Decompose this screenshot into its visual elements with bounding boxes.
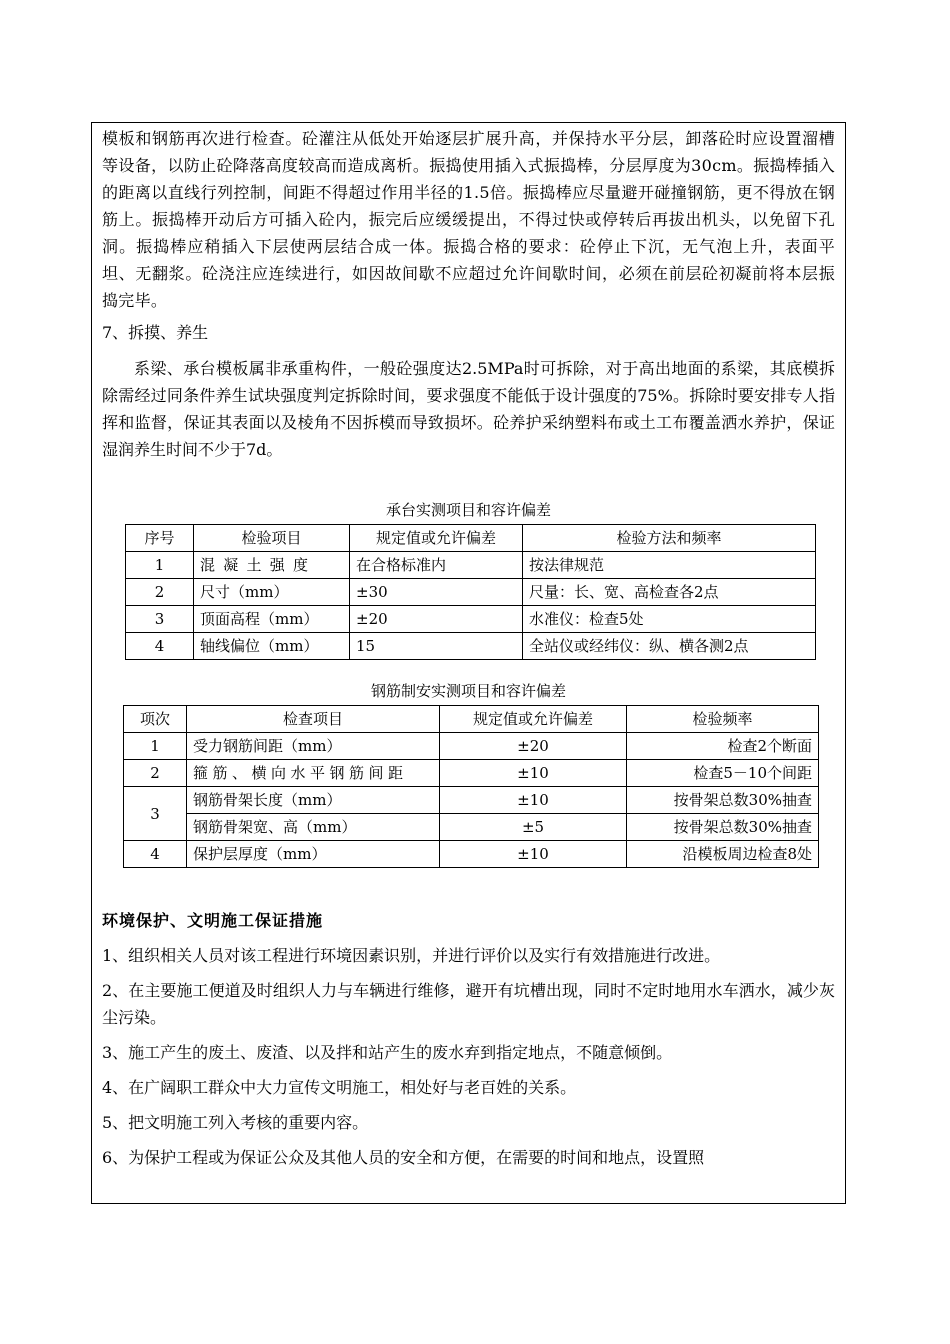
page-frame <box>91 122 846 1204</box>
table-cell: 1 <box>126 552 194 579</box>
table-cell: 按骨架总数30%抽查 <box>627 814 819 841</box>
table-cell: 尺量：长、宽、高检查各2点 <box>523 579 816 606</box>
table-cell: 1 <box>124 733 187 760</box>
table-cell: 检查5－10个间距 <box>627 760 819 787</box>
environment-item: 6、为保护工程或为保证公众及其他人员的安全和方便，在需要的时间和地点，设置照 <box>102 1148 705 1167</box>
table-cell: 混凝土强度 <box>194 552 350 579</box>
table-cell: 3 <box>126 606 194 633</box>
table-cell: 4 <box>124 841 187 868</box>
table-cell: 4 <box>126 633 194 660</box>
table-cell: 3 <box>124 787 187 841</box>
table-cell: 检查2个断面 <box>627 733 819 760</box>
header-cell: 检查项目 <box>187 706 440 733</box>
table-cell: 水准仪：检查5处 <box>523 606 816 633</box>
table-rebar-inspection <box>123 705 819 868</box>
table-cell: 顶面高程（mm） <box>194 606 350 633</box>
environment-item: 3、施工产生的废土、废渣、以及拌和站产生的废水弃到指定地点，不随意倾倒。 <box>102 1043 673 1062</box>
table-row <box>126 579 816 606</box>
table-cell: ±30 <box>350 579 523 606</box>
table-row <box>126 633 816 660</box>
table-row <box>124 760 819 787</box>
table2-caption: 钢筋制安实测项目和容许偏差 <box>370 682 566 700</box>
table-header-row <box>126 525 816 552</box>
header-cell: 序号 <box>126 525 194 552</box>
table-cell: 尺寸（mm） <box>194 579 350 606</box>
table-cell: 2 <box>126 579 194 606</box>
header-cell: 规定值或允许偏差 <box>350 525 523 552</box>
table-row <box>124 814 819 841</box>
table-row <box>124 841 819 868</box>
table-cell: 箍筋、横向水平钢筋间距 <box>187 760 440 787</box>
table-cell: 按骨架总数30%抽查 <box>627 787 819 814</box>
environment-section-title: 环境保护、文明施工保证措施 <box>102 911 324 930</box>
table-cell: 钢筋骨架宽、高（mm） <box>187 814 440 841</box>
table-cell: 在合格标准内 <box>350 552 523 579</box>
header-cell: 检验方法和频率 <box>523 525 816 552</box>
table-cell: ±10 <box>440 787 627 814</box>
table-cell: 按法律规范 <box>523 552 816 579</box>
table-cell: 全站仪或经纬仪：纵、横各测2点 <box>523 633 816 660</box>
section-7-heading: 7、拆摸、养生 <box>102 323 209 342</box>
header-cell: 检验项目 <box>194 525 350 552</box>
header-cell: 规定值或允许偏差 <box>440 706 627 733</box>
table-header-row <box>124 706 819 733</box>
table-cell: ±20 <box>350 606 523 633</box>
table-cell: ±20 <box>440 733 627 760</box>
table-cell: 沿模板周边检查8处 <box>627 841 819 868</box>
table-row <box>124 787 819 814</box>
table-cell: ±10 <box>440 841 627 868</box>
table-cell: 受力钢筋间距（mm） <box>187 733 440 760</box>
table-cell: ±10 <box>440 760 627 787</box>
table-row <box>126 552 816 579</box>
table-cell: 轴线偏位（mm） <box>194 633 350 660</box>
environment-item: 1、组织相关人员对该工程进行环境因素识别，并进行评价以及实行有效措施进行改进。 <box>102 946 721 965</box>
table-row <box>126 606 816 633</box>
environment-item: 5、把文明施工列入考核的重要内容。 <box>102 1113 369 1132</box>
environment-item: 4、在广阔职工群众中大力宣传文明施工，相处好与老百姓的关系。 <box>102 1078 577 1097</box>
table-cap-inspection <box>125 524 816 660</box>
table-cell: 钢筋骨架长度（mm） <box>187 787 440 814</box>
header-cell: 检验频率 <box>627 706 819 733</box>
table-row <box>124 733 819 760</box>
table1-caption: 承台实测项目和容许偏差 <box>385 501 551 519</box>
table-cell: 15 <box>350 633 523 660</box>
intro-paragraph: 模板和钢筋再次进行检查。砼灌注从低处开始逐层扩展升高，并保持水平分层，卸落砼时应设置溜槽等设备，以防止砼降落高度较高而造成离析。振捣使用插入式振捣棒，分层厚度为30cm。振捣棒插入的距离以直线行列控制，间距不得超过作用半径的1.5倍。振捣棒应尽量避开碰撞钢筋，更不得放在钢筋上。振捣棒开动后方可插入砼内，振完后应缓缓提出，不得过快或停转后再拔出机头，以免留下孔洞。振捣棒应稍插入下层使两层结合成一体。振捣合格的要求：砼停止下沉，无气泡上升，表面平坦、无翻浆。砼浇注应连续进行，如因故间歇不应超过允许间歇时间，必须在前层砼初凝前将本层振捣完毕。 <box>102 129 835 310</box>
table-cell: 保护层厚度（mm） <box>187 841 440 868</box>
environment-item: 2、在主要施工便道及时组织人力与车辆进行维修，避开有坑槽出现，同时不定时地用水车洒水，减少灰尘污染。 <box>102 981 835 1027</box>
header-cell: 项次 <box>124 706 187 733</box>
table-cell: ±5 <box>440 814 627 841</box>
document-content <box>102 125 835 1171</box>
table-cell: 2 <box>124 760 187 787</box>
section-7-body: 系梁、承台模板属非承重构件，一般砼强度达2.5MPa时可拆除，对于高出地面的系梁，其底模拆除需经过同条件养生试块强度判定拆除时间，要求强度不能低于设计强度的75%。拆除时要安排专人指挥和监督，保证其表面以及棱角不因拆模而导致损坏。砼养护采纳塑料布或土工布覆盖洒水养护，保证湿润养生时间不少于7d。 <box>102 359 835 459</box>
